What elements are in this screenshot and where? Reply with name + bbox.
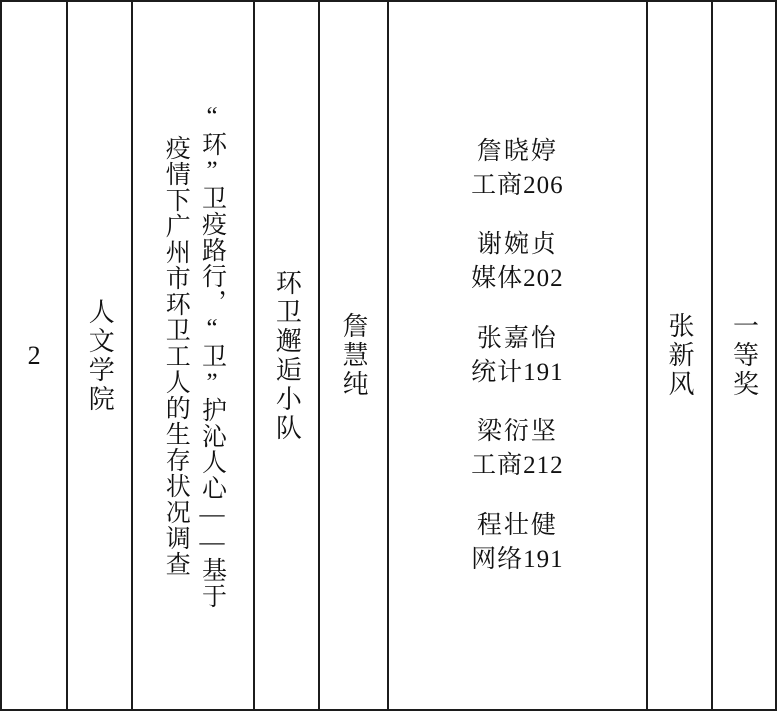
list-item bbox=[471, 415, 564, 483]
advisor-name: 张新风 bbox=[664, 312, 694, 399]
member-name: 谢婉贞 bbox=[476, 231, 558, 259]
list-item bbox=[471, 322, 564, 390]
member-name: 程壮健 bbox=[476, 511, 558, 539]
project-title: “环”卫疫路行，“卫”护沁人心——基于疫情下广州市环卫工人的生存状况调查 bbox=[162, 102, 226, 609]
college-name: 人文学院 bbox=[85, 297, 115, 414]
member-meta: 网络191 bbox=[471, 545, 564, 573]
list-item bbox=[471, 228, 564, 296]
index-wrapper bbox=[2, 2, 66, 709]
member-name: 张嘉怡 bbox=[476, 324, 558, 352]
member-name: 詹晓婷 bbox=[476, 137, 558, 165]
advisor-wrapper bbox=[648, 2, 711, 709]
cell-team-name bbox=[254, 1, 319, 710]
team-name-wrapper bbox=[255, 2, 318, 709]
row-index: 2 bbox=[27, 340, 41, 370]
member-meta: 统计191 bbox=[471, 358, 564, 386]
team-name: 环卫邂逅小队 bbox=[272, 268, 302, 443]
prize-wrapper bbox=[713, 2, 775, 709]
college-wrapper bbox=[68, 2, 131, 709]
member-meta: 工商212 bbox=[471, 452, 564, 479]
list-item bbox=[471, 509, 564, 577]
leader-wrapper bbox=[320, 2, 386, 709]
table-body bbox=[1, 1, 776, 710]
list-item bbox=[471, 135, 564, 203]
member-meta: 媒体202 bbox=[471, 265, 564, 292]
cell-prize bbox=[712, 1, 776, 710]
member-meta: 工商206 bbox=[471, 171, 564, 199]
cell-leader bbox=[319, 1, 387, 710]
cell-project-title bbox=[132, 1, 254, 710]
team-leader: 詹慧纯 bbox=[339, 312, 369, 399]
cell-index bbox=[1, 1, 67, 710]
cell-members bbox=[388, 1, 647, 710]
project-title-wrapper bbox=[133, 2, 253, 709]
cell-advisor bbox=[647, 1, 712, 710]
member-name: 梁衍坚 bbox=[476, 418, 558, 446]
table-row bbox=[1, 1, 776, 710]
member-list bbox=[389, 129, 646, 583]
prize-level: 一等奖 bbox=[729, 312, 759, 399]
cell-college bbox=[67, 1, 132, 710]
